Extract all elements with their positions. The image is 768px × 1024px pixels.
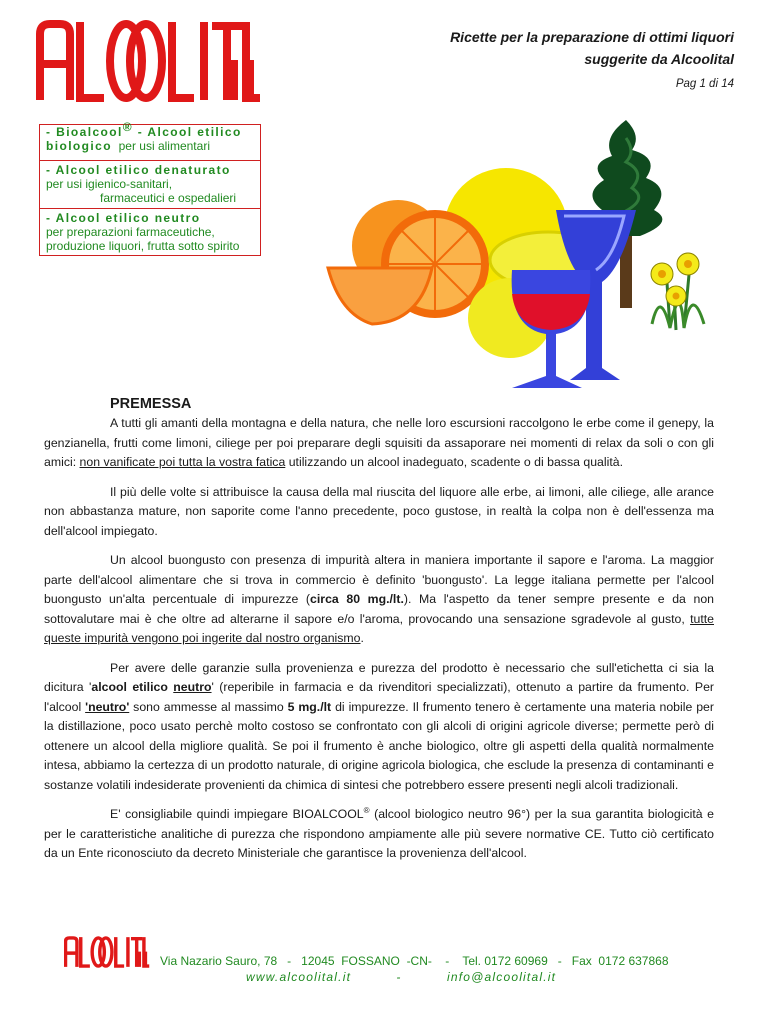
title-line-1: Ricette per la preparazione di ottimi liquori (450, 29, 734, 45)
text: . (360, 631, 364, 645)
product-name: - Alcool etilico neutro (46, 211, 201, 225)
fruit-glass-illustration (320, 118, 730, 396)
text: (alcool biologico neutro 96°) per la sua garantita biologicità e per le caratteristiche analitiche di purezza che rispondono ampiamente alle più severe normative CE. Tutto ciò certificato da un Ente riconosciuto da decreto Ministeriale che garantisce la provenienza dell'alcool. (44, 807, 714, 860)
title-line-2: suggerite da Alcoolital (584, 51, 734, 67)
product-desc: per usi alimentari (118, 139, 210, 153)
document-title (450, 26, 734, 70)
product-desc: per preparazioni farmaceutiche, (46, 225, 215, 239)
product-name-rest: - Alcool etilico (133, 125, 242, 139)
underlined-text: tutte queste impurità vengono poi ingerite dal nostro organismo (44, 611, 714, 645)
product-neutro (40, 208, 260, 253)
text: utilizzando un alcool inadeguato, scadente o di bassa qualità. (285, 455, 624, 469)
orange-slice-icon (328, 268, 432, 324)
paragraph-4 (44, 659, 714, 796)
product-desc: per usi igienico-sanitari, (46, 177, 173, 191)
body-text (44, 414, 714, 874)
bold-text: 5 mg./lt (287, 699, 332, 714)
registered-mark: ® (363, 805, 370, 815)
footer-contacts[interactable]: www.alcoolital.it - info@alcoolital.it (246, 970, 557, 984)
page-number: Pag 1 di 14 (675, 78, 734, 90)
product-bioalcool (40, 120, 260, 160)
product-desc-2: farmaceutici e ospedalieri (100, 191, 237, 205)
product-denaturato (40, 160, 260, 208)
daffodil-icon (651, 253, 704, 330)
product-name: - Alcool etilico denaturato (46, 163, 231, 177)
paragraph-2: Il più delle volte si attribuisce la causa della mal riuscita del liquore alle erbe, ai limoni, alle ciliege, alle arance non abbastanza mature, non saporite come l'anno precedente, poco gustose, in realtà la colpa non è dell'essenza ma dell'alcool impiegato. (44, 484, 714, 538)
paragraph-3 (44, 551, 714, 649)
product-desc-2: produzione liquori, frutta sotto spirito (46, 239, 240, 253)
bold-underlined-text: 'neutro' (85, 699, 130, 714)
text: ). Ma l'aspetto da tener sempre presente e da non sottovalutare mai è che oltre ad alterarne il sapore e/o l'aroma, provocando una sensazione sgradevole al gusto, (44, 592, 715, 626)
text: Un alcool buongusto con presenza di impurità altera in maniera importante il sapore e l'aroma. La maggior parte dell'alcool alimentare che si trova in commercio è definito 'buongusto'. La legge italiana permette per l'alcool buongusto un'alta percentuale di impurezze ( (44, 553, 714, 606)
registered-mark: ® (122, 120, 133, 134)
text: A tutti gli amanti della montagna e della natura, che nelle loro escursioni raccolgono le erbe come il genepy, la genzianella, frutti come limoni, ciliege per poi preparare degli squisiti da assaporare nei momenti di relax da soli o con gli amici: (44, 416, 714, 469)
text: ' (reperibile in farmacia e da rivenditori specializzati), ottenuto a partire da frumento. Per l'alcool (44, 680, 715, 714)
alcoolital-logo (36, 20, 262, 102)
bold-text: circa 80 mg./lt. (310, 592, 404, 606)
section-heading: PREMESSA (110, 396, 192, 412)
paragraph-5 (44, 805, 714, 864)
bold-underlined-text: neutro (173, 680, 212, 694)
underlined-text: non vanificate poi tutta la vostra fatica (79, 455, 286, 469)
product-name-line2: biologico (46, 139, 112, 153)
logo-text: ALCOOLITAL (36, 20, 43, 21)
paragraph-1 (44, 414, 714, 473)
text: Per avere delle garanzie sulla provenienza e purezza del prodotto è necessario che sull'etichetta ci sia la dicitura ' (44, 660, 714, 694)
text: E' consigliabile quindi impiegare BIOALCOOL (110, 807, 364, 821)
text: sono ammesse al massimo (129, 699, 288, 714)
product-list-box (39, 120, 261, 256)
footer-address: Via Nazario Sauro, 78 - 12045 FOSSANO -CN- - Tel. 0172 60969 - Fax 0172 637868 (160, 954, 669, 968)
product-name: - Bioalcool (46, 125, 123, 139)
bold-text: alcool etilico (91, 680, 174, 694)
alcoolital-footer-logo (64, 936, 150, 968)
text: di impurezze. Il frumento tenero è certamente una materia nobile per la distillazione, poco usato perchè molto costoso se confrontato con gli alcoli di origini agricole diverse; permette però di ottenere un alcool della migliore qualità. Se poi il frumento è anche biologico, oltre gli aspetti della qualità normalmente intesa, abbiamo la certezza di un prodotto naturale, di origine agricola biologica, che esclude la presenza di contaminanti e sostanze volatili indesiderate provenienti da chimica di sintesi che potrebbero essere presenti negli alcoli tradizionali. (44, 699, 714, 792)
footer (160, 953, 720, 985)
